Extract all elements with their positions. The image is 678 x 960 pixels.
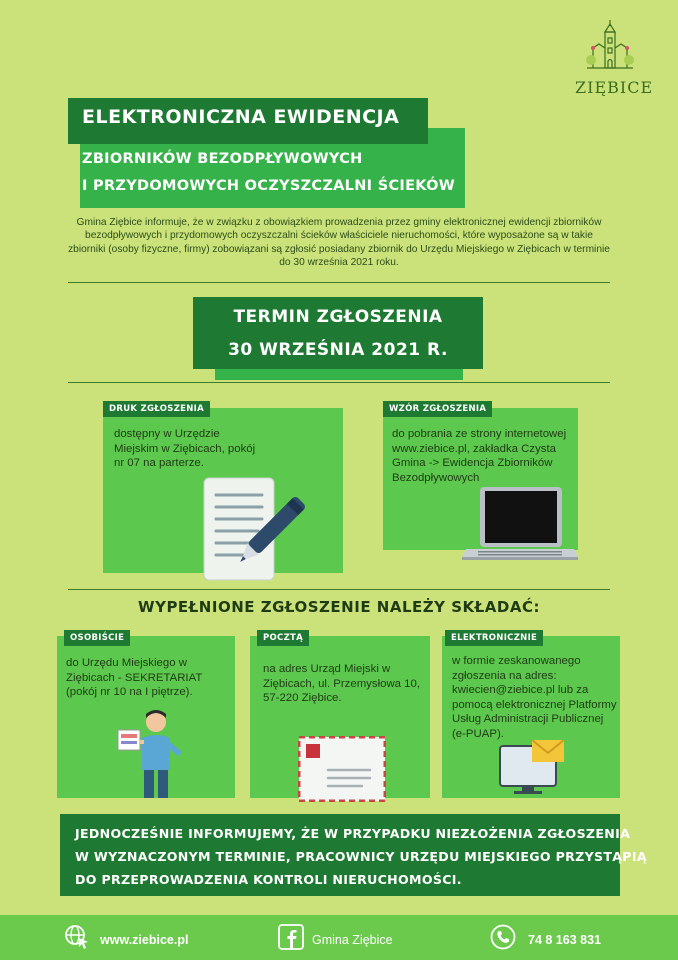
divider [68, 382, 610, 383]
form-template-text: do pobrania ze strony internetowej www.ziebice.pl, zakładka Czysta Gmina -> Ewidencja Zbiorników Bezodpływowych [392, 428, 567, 484]
tag-by-post: POCZTĄ [257, 630, 309, 646]
facebook-icon [278, 924, 304, 950]
page-subtitle-line2: I PRZYDOMOWYCH OCZYSZCZALNI ŚCIEKÓW [82, 178, 456, 194]
footer-website-link[interactable]: www.ziebice.pl [100, 933, 189, 947]
town-logo [575, 18, 654, 98]
tag-form-template: WZÓR ZGŁOSZENIA [383, 401, 492, 417]
footer-phone-number[interactable]: 74 8 163 831 [528, 933, 601, 947]
logo-text: ZIĘBICE [575, 78, 654, 97]
divider [68, 282, 610, 283]
submit-section-title: WYPEŁNIONE ZGŁOSZENIE NALEŻY SKŁADAĆ: [138, 598, 540, 616]
page-subtitle-line1: ZBIORNIKÓW BEZODPŁYWOWYCH [82, 151, 363, 167]
tag-in-person: OSOBIŚCIE [64, 630, 130, 646]
deadline-date: 30 WRZEŚNIA 2021 R. [228, 340, 448, 360]
banner-line1: JEDNOCZEŚNIE INFORMUJEMY, ŻE W PRZYPADKU NIEZŁOŻENIA ZGŁOSZENIA [75, 826, 631, 841]
email-monitor-icon [498, 740, 570, 796]
document-pen-icon [200, 475, 305, 585]
envelope-icon [298, 736, 386, 802]
electronically-text: w formie zeskanowanego zgłoszenia na adres: kwiecien@ziebice.pl lub za pomocą elektronicznej Platformy Usług Administracji Publicznej (e-PUAP). [452, 655, 617, 740]
page-title: ELEKTRONICZNA EWIDENCJA [82, 106, 400, 128]
print-form-text: dostępny w Urzędzie Miejskim w Ziębicach, pokój nr 07 na parterze. [114, 428, 256, 469]
phone-icon [490, 924, 516, 950]
footer-facebook-link[interactable]: Gmina Ziębice [312, 933, 393, 947]
tag-print-form: DRUK ZGŁOSZENIA [103, 401, 210, 417]
tag-electronically: ELEKTRONICZNIE [445, 630, 543, 646]
by-post-text: na adres Urząd Miejski w Ziębicach, ul. Przemysłowa 10, 57-220 Ziębice. [263, 663, 420, 704]
town-hall-icon [585, 18, 635, 76]
laptop-icon [460, 485, 580, 570]
banner-line3: DO PRZEPROWADZENIA KONTROLI NIERUCHOMOŚCI. [75, 872, 462, 887]
in-person-text: do Urzędu Miejskiego w Ziębicach - SEKRETARIAT (pokój nr 10 na I piętrze). [66, 657, 203, 698]
person-with-document-icon [112, 708, 192, 803]
banner-line2: W WYZNACZONYM TERMINIE, PRACOWNICY URZĘDU MIEJSKIEGO PRZYSTĄPIĄ [75, 849, 647, 864]
intro-paragraph: Gmina Ziębice informuje, że w związku z obowiązkiem prowadzenia przez gminy elektronicznej ewidencji zbiorników bezodpływowych i przydomowych oczyszczalni ścieków właściciele nieruchomości, które wyposażone są w takie zbiorniki (osoby fizyczne, firmy) zobowiązani są zgłosić posiadany zbiornik do Urzędu Miejskiego w Ziębicach w terminie do 30 września 2021 roku. [68, 217, 610, 269]
deadline-label: TERMIN ZGŁOSZENIA [233, 307, 443, 327]
divider [68, 589, 610, 590]
globe-cursor-icon [64, 924, 90, 950]
